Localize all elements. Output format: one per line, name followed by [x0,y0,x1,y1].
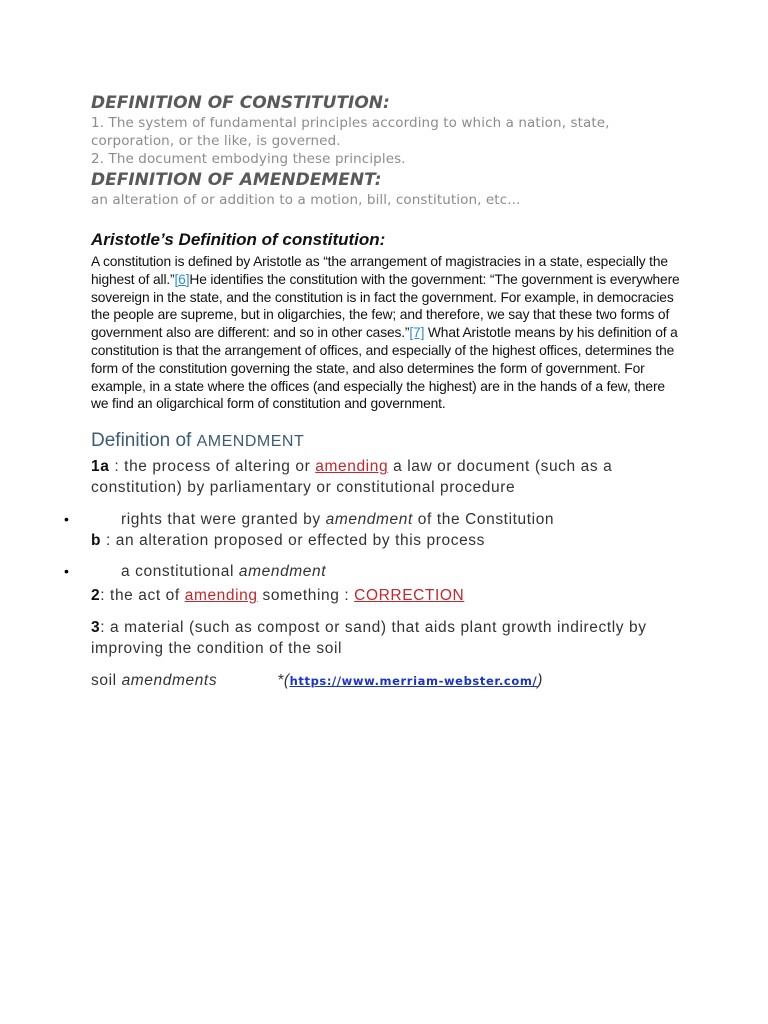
def-1b-number: b [91,532,102,550]
constitution-def-line-2: corporation, or the like, is governed. [91,133,341,149]
example-3 [91,670,681,692]
constitution-heading: DEFINITION OF CONSTITUTION: [91,93,390,113]
amendment-heading: DEFINITION OF AMENDEMENT: [91,170,382,190]
def-1a-number: 1a [91,458,110,476]
mw-title-prefix: Definition of [91,430,197,452]
def-1b-text: : an alteration proposed or effected by this process [101,532,485,550]
reference-link-7[interactable]: [7] [409,325,425,341]
def-3-number: 3 [91,619,101,637]
example-1-post: of the Constitution [412,511,555,529]
example-1 [64,509,681,530]
def-3-text: : a material (such as compost or sand) that aids plant growth indirectly by improving the condition of the soil [91,619,647,658]
constitution-def-line-1: 1. The system of fundamental principles according to which a nation, state, [91,115,610,131]
definition-1a [91,456,681,498]
amendment-def-line: an alteration of or addition to a motion, bill, constitution, etc... [91,192,521,208]
def-2-text-mid: something : [257,587,355,605]
def-1a-text-pre: : the process of altering or [109,458,316,476]
document-page [64,92,681,692]
aristotle-text-1: A constitution is defined by Aristotle as “the arrangement of magistracies in a state, especially the highest of all.” [91,254,668,287]
aristotle-paragraph [91,253,681,413]
mw-definition-title [91,429,681,454]
source-suffix: ) [537,672,544,690]
example-1-pre: rights that were granted by [121,511,326,529]
example-1-italic: amendment [325,511,413,529]
correction-link[interactable]: CORRECTION [354,587,465,605]
def-2-number: 2 [91,587,101,605]
aristotle-text-2: He identifies the constitution with the government: “The government is everywhere sovereign in the state, and the constitution is in fact the government. For example, in democracies the people are supreme, but in oligarchies, the few; and therefore, we say that these two forms of government also are different: and so in other cases.” [91,271,680,341]
aristotle-text-3: What Aristotle means by his definition of a constitution is that the arrangement of offices, and especially of the highest offices, determines the form of the constitution governing the state, and also determines the form of government. For example, in a state where the offices (and especially the highest) are in the hands of a few, there we find an oligarchical form of constitution and government. [91,325,678,412]
example-2 [64,561,681,582]
example-3-italic: amendments [121,672,218,690]
definition-1b [91,530,681,551]
constitution-def-line-3: 2. The document embodying these principles. [91,151,406,167]
bullet-icon: • [64,511,70,528]
definition-3 [91,617,681,659]
bullet-icon: • [64,563,70,580]
example-2-italic: amendment [238,563,327,581]
mw-title-word: AMENDMENT [196,433,305,451]
example-2-pre: a constitutional [121,563,239,581]
def-1a-text-post: a law or document (such as a constitution) by parliamentary or constitutional procedure [91,458,613,497]
source-prefix: *( [277,672,290,690]
example-3-pre: soil [91,672,122,690]
amending-link-2[interactable]: amending [184,587,258,605]
reference-link-6[interactable]: [6] [174,271,190,287]
amending-link[interactable]: amending [315,458,389,476]
def-2-text-pre: : the act of [100,587,185,605]
merriam-webster-link[interactable]: https://www.merriam-webster.com/ [289,674,538,689]
aristotle-title: Aristotle’s Definition of constitution: [91,230,386,249]
definition-2 [91,585,681,606]
